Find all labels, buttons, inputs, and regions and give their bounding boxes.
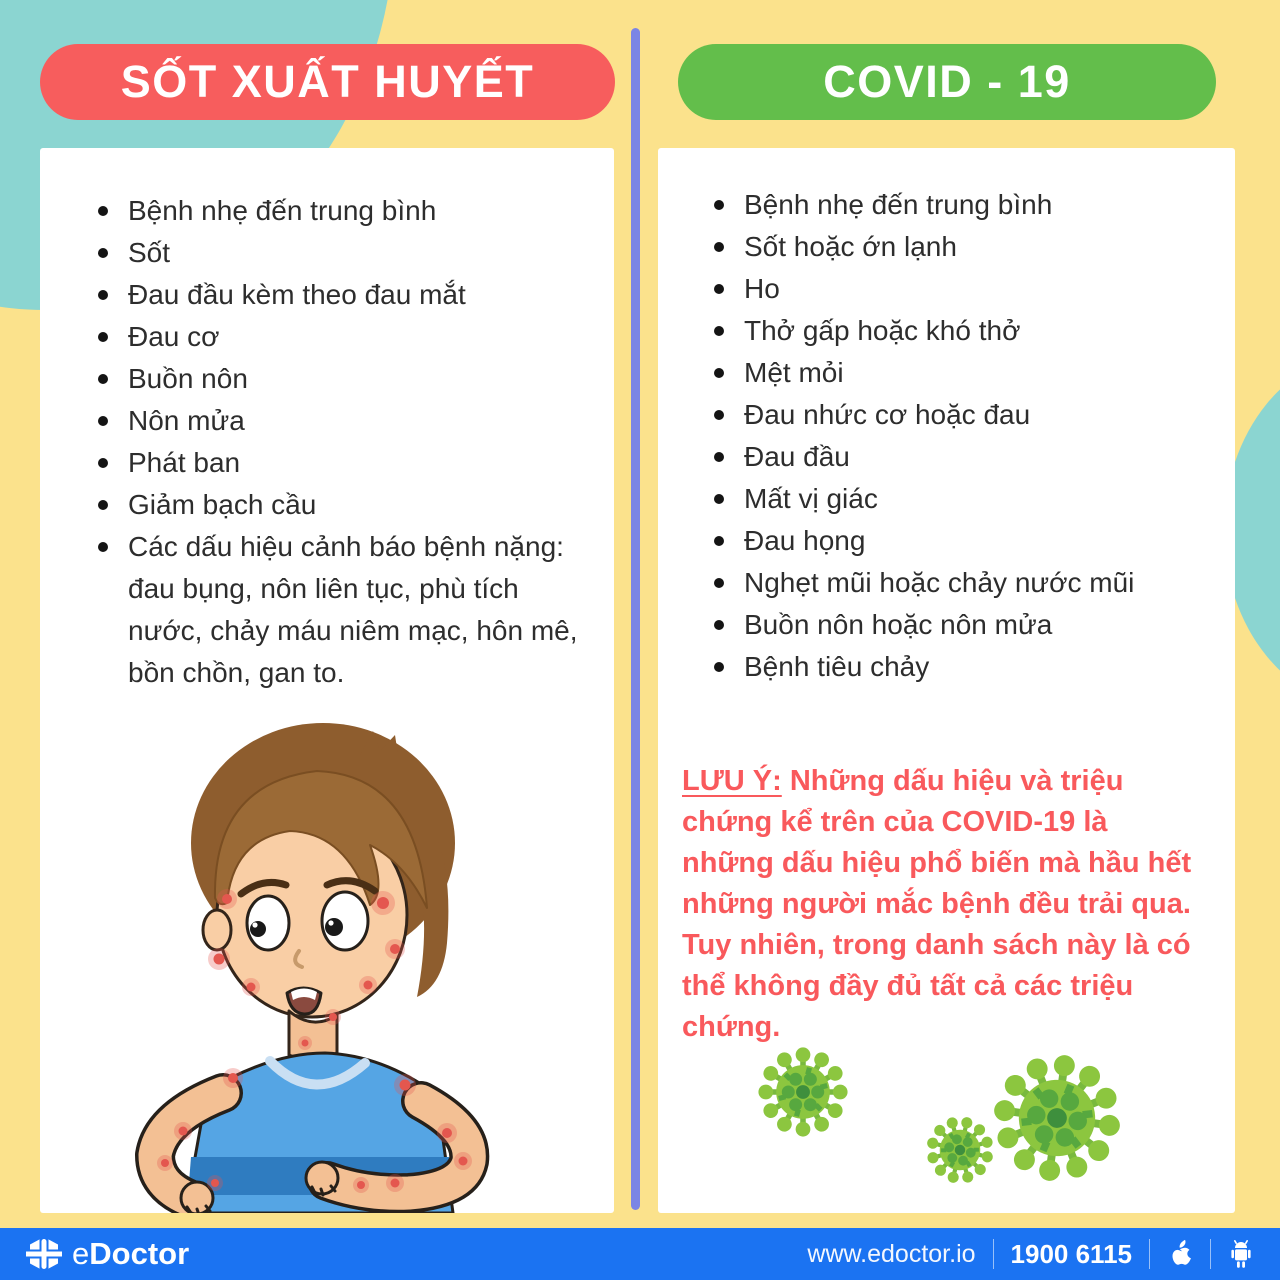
covid-symptom-item: Buồn nôn hoặc nôn mửa — [712, 604, 1213, 646]
dengue-symptom-item: Sốt — [96, 232, 592, 274]
dengue-symptom-list — [40, 148, 614, 694]
dengue-symptom-item: Giảm bạch cầu — [96, 484, 592, 526]
covid-symptom-item: Đau nhức cơ hoặc đau — [712, 394, 1213, 436]
dengue-symptom-item: Nôn mửa — [96, 400, 592, 442]
dengue-title-pill — [40, 44, 615, 120]
covid-symptom-item: Thở gấp hoặc khó thở — [712, 310, 1213, 352]
boy-rash-illustration — [65, 693, 585, 1213]
edoctor-logo-icon — [26, 1235, 62, 1273]
covid-title-pill — [678, 44, 1216, 120]
footer-divider — [1149, 1239, 1150, 1269]
covid-symptom-item: Nghẹt mũi hoặc chảy nước mũi — [712, 562, 1213, 604]
virus-icon — [985, 1046, 1130, 1191]
covid-symptom-item: Đau đầu — [712, 436, 1213, 478]
dengue-symptom-item: Bệnh nhẹ đến trung bình — [96, 190, 592, 232]
dengue-symptom-item: Các dấu hiệu cảnh báo bệnh nặng: đau bụng, nôn liên tục, phù tích nước, chảy máu niêm mạc, hôn mê, bồn chồn, gan to. — [96, 526, 592, 694]
android-icon — [1228, 1239, 1254, 1269]
covid-card — [658, 148, 1235, 1213]
dengue-title: SỐT XUẤT HUYẾT — [120, 56, 535, 107]
brand-text-bold: Doctor — [89, 1236, 190, 1271]
covid-symptom-item: Sốt hoặc ớn lạnh — [712, 226, 1213, 268]
footer-bar — [0, 1228, 1280, 1280]
covid-note — [682, 761, 1204, 1048]
covid-note-body: Những dấu hiệu và triệu chứng kể trên của COVID-19 là những dấu hiệu phổ biến mà hầu hết những người mắc bệnh đều trải qua. Tuy nhiên, trong danh sách này là có thể không đầy đủ tất cả các triệu chứng. — [682, 765, 1192, 1043]
column-divider — [631, 28, 640, 1210]
covid-symptom-list — [658, 148, 1235, 688]
dengue-card — [40, 148, 614, 1213]
phone-number: 1900 6115 — [1010, 1238, 1132, 1269]
covid-symptom-item: Bệnh nhẹ đến trung bình — [712, 184, 1213, 226]
covid-title: COVID - 19 — [823, 56, 1071, 107]
dengue-symptom-item: Phát ban — [96, 442, 592, 484]
brand-text-light: e — [72, 1236, 90, 1271]
covid-symptom-item: Ho — [712, 268, 1213, 310]
dengue-symptom-item: Buồn nôn — [96, 358, 592, 400]
footer-divider — [993, 1239, 994, 1269]
covid-symptom-item: Mất vị giác — [712, 478, 1213, 520]
footer-contact — [807, 1239, 1254, 1270]
dengue-symptom-item: Đau đầu kèm theo đau mắt — [96, 274, 592, 316]
covid-symptom-item: Đau họng — [712, 520, 1213, 562]
covid-note-label: LƯU Ý: — [682, 765, 782, 797]
virus-icon — [758, 1047, 848, 1137]
covid-symptom-item: Bệnh tiêu chảy — [712, 646, 1213, 688]
footer-divider — [1210, 1239, 1211, 1269]
covid-symptom-item: Mệt mỏi — [712, 352, 1213, 394]
apple-icon — [1167, 1239, 1193, 1269]
website-text: www.edoctor.io — [807, 1239, 976, 1268]
dengue-symptom-item: Đau cơ — [96, 316, 592, 358]
edoctor-brand — [26, 1235, 189, 1273]
